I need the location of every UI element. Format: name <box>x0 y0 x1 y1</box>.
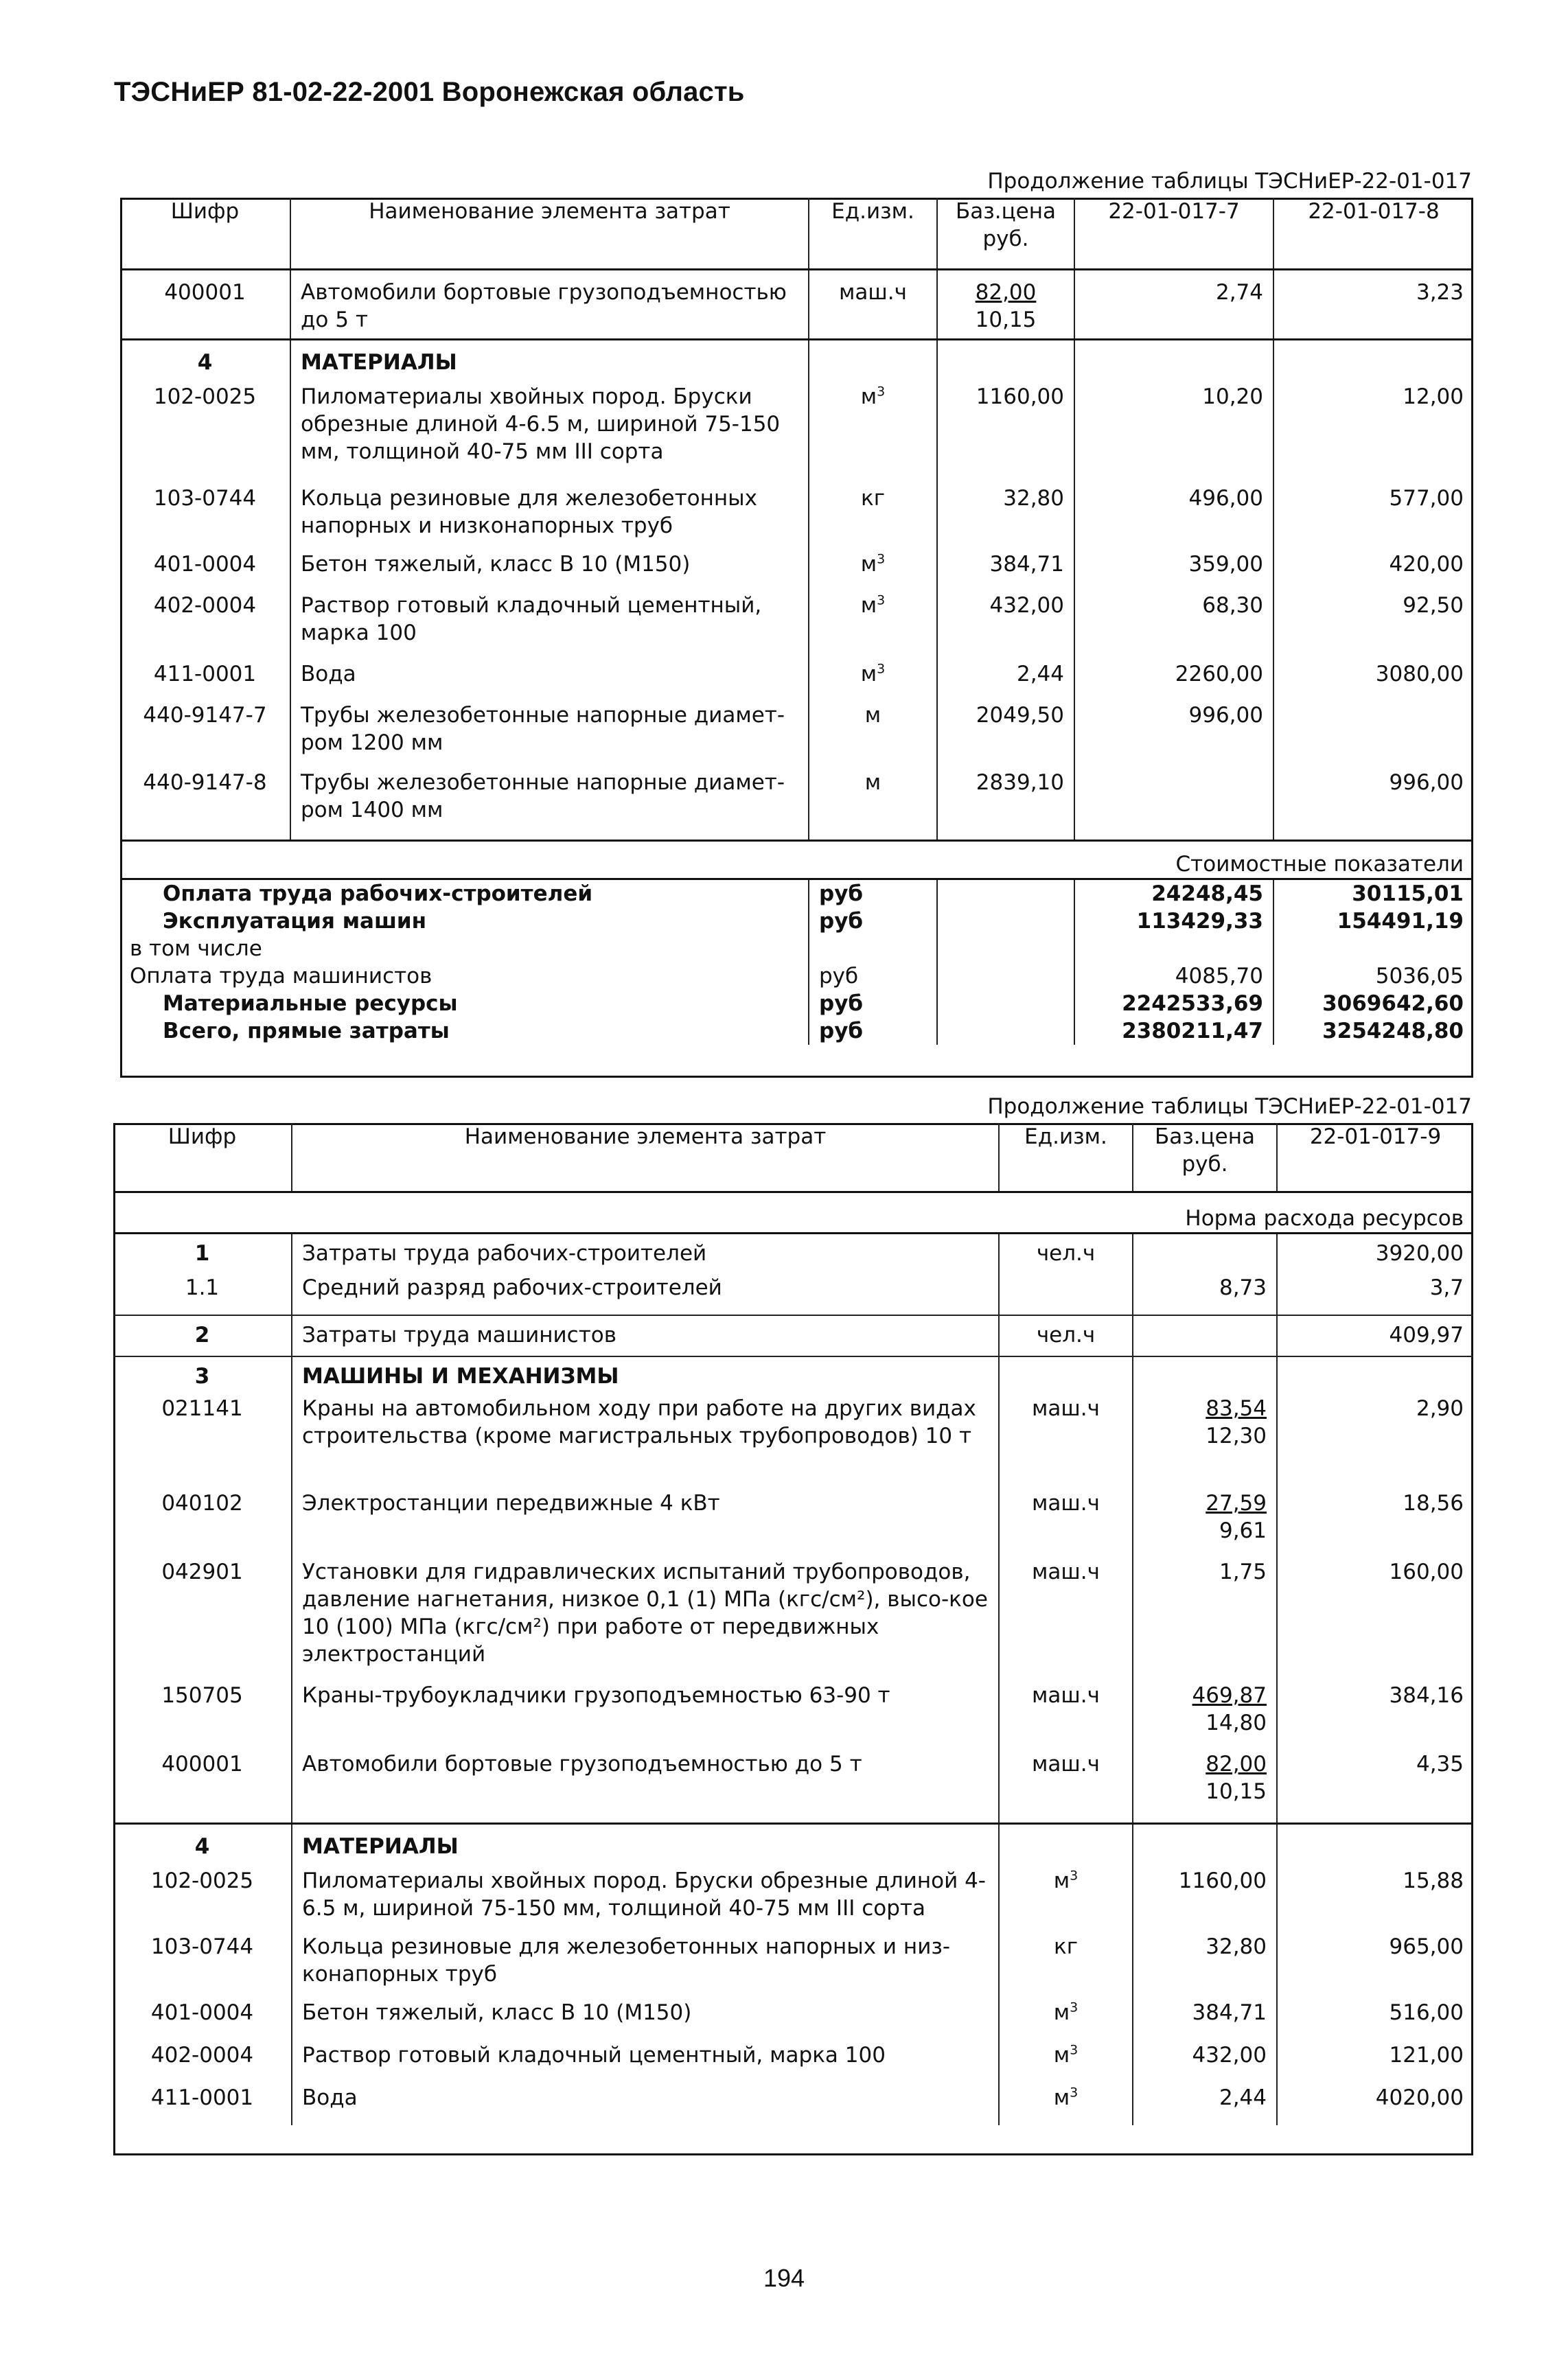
row-price: 1160,00 <box>1133 1867 1277 1933</box>
row-value-017-9: 384,16 <box>1277 1682 1473 1750</box>
row-price: 8,73 <box>1133 1274 1277 1315</box>
row-unit: м <box>809 769 937 840</box>
row-value-017-8: 420,00 <box>1273 551 1473 592</box>
summary-row <box>120 907 1473 935</box>
row-price <box>937 269 1074 339</box>
summary-unit: руб <box>809 1017 937 1045</box>
row-value-017-8: 12,00 <box>1273 383 1473 485</box>
summary-unit: руб <box>809 990 937 1017</box>
row-value-017-7: 2260,00 <box>1074 660 1273 702</box>
row-code: 1 <box>113 1233 292 1274</box>
section-title: МАШИНЫ И МЕХАНИЗМЫ <box>292 1356 999 1395</box>
row-price: 1160,00 <box>937 383 1074 485</box>
table-row <box>113 2041 1473 2084</box>
section-row <box>120 339 1473 383</box>
row-value-017-8: 996,00 <box>1273 769 1473 840</box>
row-code: 400001 <box>161 1752 243 1777</box>
row-code: 2 <box>113 1315 292 1356</box>
row-name: Краны-трубоукладчики грузоподъемностью 63-90 т <box>292 1682 999 1750</box>
section-row <box>113 1823 1473 1867</box>
table-row <box>113 1274 1473 1315</box>
row-value-017-8: 3,23 <box>1273 269 1473 339</box>
table-row <box>113 1490 1473 1558</box>
summary-value-017-8: 154491,19 <box>1273 907 1473 935</box>
table-row <box>120 269 1473 339</box>
section-row <box>113 1356 1473 1395</box>
row-price <box>1133 1682 1277 1750</box>
row-unit: кг <box>999 1933 1133 1999</box>
summary-value-017-7: 2242533,69 <box>1074 990 1273 1017</box>
row-code: 1.1 <box>185 1275 220 1300</box>
section-code: 4 <box>120 339 290 383</box>
row-value-017-8: 577,00 <box>1273 485 1473 551</box>
row-value-017-9: 3,7 <box>1277 1274 1473 1315</box>
price-secondary-value: 10,15 <box>1206 1779 1267 1804</box>
table-row <box>120 769 1473 840</box>
summary-value-017-8: 30115,01 <box>1273 879 1473 907</box>
summary-unit: руб <box>809 907 937 935</box>
price-secondary-value: 9,61 <box>1219 1518 1267 1543</box>
col-header-unit: Ед.изм. <box>999 1123 1133 1192</box>
row-unit: $м^3$ <box>809 660 937 702</box>
row-code: 103-0744 <box>150 1934 254 1959</box>
row-code: 402-0004 <box>150 2043 254 2068</box>
row-code: 040102 <box>161 1491 243 1516</box>
row-value-017-9: 15,88 <box>1277 1867 1473 1933</box>
row-name: Вода <box>292 2084 999 2125</box>
row-name: Затраты труда машинистов <box>292 1315 999 1356</box>
table-row <box>120 702 1473 769</box>
summary-value-017-8: 3069642,60 <box>1273 990 1473 1017</box>
summary-unit: руб <box>809 962 937 990</box>
section-title: МАТЕРИАЛЫ <box>292 1823 999 1867</box>
col-header-017-7: 22-01-017-7 <box>1074 198 1273 269</box>
row-code: 440-9147-7 <box>143 703 267 728</box>
row-price: 1,75 <box>1133 1558 1277 1682</box>
row-unit: маш.ч <box>999 1682 1133 1750</box>
row-value-017-9: 516,00 <box>1277 1999 1473 2041</box>
row-unit: чел.ч <box>999 1315 1133 1356</box>
table-row <box>113 1558 1473 1682</box>
row-name: Трубы железобетонные напорные диамет-ром 1200 мм <box>290 702 809 769</box>
row-unit: $м^3$ <box>999 1867 1133 1933</box>
row-name: Раствор готовый кладочный цементный, марка 100 <box>292 2041 999 2084</box>
summary-label: в том числе <box>130 936 262 961</box>
row-price <box>1133 1750 1277 1823</box>
table-row <box>113 1233 1473 1274</box>
price-value: 82,00 <box>975 279 1037 305</box>
row-unit: $м^3$ <box>809 383 937 485</box>
row-value-017-7 <box>1074 769 1273 840</box>
summary-label: Оплата труда машинистов <box>130 963 433 988</box>
table-row <box>113 1867 1473 1933</box>
row-name: Вода <box>290 660 809 702</box>
row-value-017-9: 18,56 <box>1277 1490 1473 1558</box>
row-price <box>1133 1490 1277 1558</box>
price-value: 82,00 <box>1206 1752 1267 1777</box>
cost-header-label: Стоимостные показатели <box>120 840 1473 879</box>
row-name: Пиломатериалы хвойных пород. Бруски обрезные длиной 4-6.5 м, шириной 75-150 мм, толщиной 40-75 мм III сорта <box>290 383 809 485</box>
section-title: МАТЕРИАЛЫ <box>290 339 809 383</box>
row-name: Установки для гидравлических испытаний трубопроводов, давление нагнетания, низкое 0,1 (1) МПа (кгс/см²), высо-кое 10 (100) МПа (кгс/см²) при работе от передвижных электростанций <box>292 1558 999 1682</box>
table2-continuation-caption: Продолжение таблицы ТЭСНиЕР-22-01-017 <box>987 1094 1472 1119</box>
table2-header-row <box>113 1123 1473 1192</box>
cost-header-row <box>120 840 1473 879</box>
price-value: 27,59 <box>1206 1491 1267 1516</box>
row-code: 103-0744 <box>153 486 257 511</box>
col-header-price: Баз.цена руб. <box>937 198 1074 269</box>
table1-header-row <box>120 198 1473 269</box>
norm-header-label: Норма расхода ресурсов <box>1185 1205 1464 1231</box>
price-value: 83,54 <box>1206 1396 1267 1421</box>
summary-value-017-8: 5036,05 <box>1273 962 1473 990</box>
summary-label: Эксплуатация машин <box>163 908 427 934</box>
row-value-017-7: 10,20 <box>1074 383 1273 485</box>
section-code: 3 <box>113 1356 292 1395</box>
row-price: 2,44 <box>937 660 1074 702</box>
row-name: Раствор готовый кладочный цементный, марка 100 <box>290 592 809 660</box>
row-name: Автомобили бортовые грузоподъемностью до 5 т <box>292 1750 999 1823</box>
row-unit: маш.ч <box>999 1750 1133 1823</box>
summary-row <box>120 990 1473 1017</box>
row-value-017-9: 2,90 <box>1277 1395 1473 1490</box>
row-price: 2049,50 <box>937 702 1074 769</box>
price-secondary-value: 12,30 <box>1206 1424 1267 1448</box>
summary-value-017-7: 24248,45 <box>1074 879 1273 907</box>
row-unit: маш.ч <box>999 1558 1133 1682</box>
col-header-code: Шифр <box>113 1123 292 1192</box>
summary-row <box>120 1017 1473 1045</box>
row-name: Краны на автомобильном ходу при работе на других видах строительства (кроме магистральных трубопроводов) 10 т <box>292 1395 999 1490</box>
row-price: 384,71 <box>937 551 1074 592</box>
row-value-017-7: 996,00 <box>1074 702 1273 769</box>
summary-row <box>120 935 1473 962</box>
row-code: 440-9147-8 <box>143 770 267 795</box>
row-name: Кольца резиновые для железобетонных напорных и низ-конапорных труб <box>292 1933 999 1999</box>
row-code: 402-0004 <box>153 593 257 618</box>
row-price <box>1133 1315 1277 1356</box>
row-code: 150705 <box>161 1683 243 1708</box>
row-unit: $м^3$ <box>999 1999 1133 2041</box>
row-value-017-9: 965,00 <box>1277 1933 1473 1999</box>
row-unit: м <box>809 702 937 769</box>
page-number: 194 <box>763 2264 805 2292</box>
row-value-017-8 <box>1273 702 1473 769</box>
table-row <box>113 1999 1473 2041</box>
table-row <box>113 1682 1473 1750</box>
summary-label: Всего, прямые затраты <box>163 1018 450 1043</box>
summary-value-017-8: 3254248,80 <box>1273 1017 1473 1045</box>
table-row <box>120 485 1473 551</box>
row-value-017-8: 3080,00 <box>1273 660 1473 702</box>
row-name: Затраты труда рабочих-строителей <box>292 1233 999 1274</box>
row-value-017-9: 160,00 <box>1277 1558 1473 1682</box>
table2 <box>113 1123 1473 2125</box>
row-price: 2839,10 <box>937 769 1074 840</box>
col-header-price: Баз.цена руб. <box>1133 1123 1277 1192</box>
table1 <box>120 198 1473 1045</box>
row-value-017-7: 359,00 <box>1074 551 1273 592</box>
row-price: 32,80 <box>1133 1933 1277 1999</box>
summary-value-017-7: 2380211,47 <box>1074 1017 1273 1045</box>
col-header-unit: Ед.изм. <box>809 198 937 269</box>
table-row <box>120 383 1473 485</box>
row-code: 400001 <box>164 279 246 305</box>
col-header-name: Наименование элемента затрат <box>290 198 809 269</box>
row-value-017-9: 4,35 <box>1277 1750 1473 1823</box>
row-value-017-9: 4020,00 <box>1277 2084 1473 2125</box>
table-row <box>120 660 1473 702</box>
row-code: 021141 <box>161 1396 243 1421</box>
row-value-017-7: 2,74 <box>1074 269 1273 339</box>
row-name: Бетон тяжелый, класс В 10 (М150) <box>292 1999 999 2041</box>
row-unit: $м^3$ <box>999 2084 1133 2125</box>
row-unit: $м^3$ <box>809 592 937 660</box>
row-code: 102-0025 <box>150 1869 254 1893</box>
row-code: 042901 <box>161 1560 243 1584</box>
summary-row <box>120 879 1473 907</box>
row-name: Пиломатериалы хвойных пород. Бруски обрезные длиной 4-6.5 м, шириной 75-150 мм, толщиной 40-75 мм III сорта <box>292 1867 999 1933</box>
summary-value-017-7: 113429,33 <box>1074 907 1273 935</box>
row-name: Электростанции передвижные 4 кВт <box>292 1490 999 1558</box>
row-price: 432,00 <box>937 592 1074 660</box>
table-row <box>113 1933 1473 1999</box>
row-price: 384,71 <box>1133 1999 1277 2041</box>
row-unit <box>999 1274 1133 1315</box>
row-name: Трубы железобетонные напорные диамет-ром 1400 мм <box>290 769 809 840</box>
row-price <box>1133 1395 1277 1490</box>
summary-row <box>120 962 1473 990</box>
price-secondary-value: 14,80 <box>1206 1711 1267 1735</box>
table-row <box>113 1395 1473 1490</box>
col-header-code: Шифр <box>120 198 290 269</box>
row-code: 411-0001 <box>150 2085 254 2110</box>
row-value-017-9: 121,00 <box>1277 2041 1473 2084</box>
row-name: Средний разряд рабочих-строителей <box>292 1274 999 1315</box>
summary-unit: руб <box>809 879 937 907</box>
price-secondary-value: 10,15 <box>975 307 1037 332</box>
row-unit: маш.ч <box>999 1490 1133 1558</box>
table-row <box>113 1315 1473 1356</box>
price-value: 469,87 <box>1192 1683 1267 1708</box>
row-name: Автомобили бортовые грузоподъемностью до 5 т <box>290 269 809 339</box>
table-row <box>113 1750 1473 1823</box>
row-value-017-7: 68,30 <box>1074 592 1273 660</box>
table1-continuation-caption: Продолжение таблицы ТЭСНиЕР-22-01-017 <box>987 169 1472 194</box>
col-header-017-9: 22-01-017-9 <box>1277 1123 1473 1192</box>
row-code: 102-0025 <box>153 384 257 409</box>
row-code: 411-0001 <box>153 662 257 686</box>
row-unit: кг <box>809 485 937 551</box>
row-unit: $м^3$ <box>809 551 937 592</box>
section-code: 4 <box>113 1823 292 1867</box>
row-price: 432,00 <box>1133 2041 1277 2084</box>
row-price: 32,80 <box>937 485 1074 551</box>
row-unit: маш.ч <box>999 1395 1133 1490</box>
row-name: Кольца резиновые для железобетонных напорных и низконапорных труб <box>290 485 809 551</box>
table-row <box>120 592 1473 660</box>
summary-label: Материальные ресурсы <box>163 991 458 1016</box>
col-header-name: Наименование элемента затрат <box>292 1123 999 1192</box>
row-unit: чел.ч <box>999 1233 1133 1274</box>
row-unit: $м^3$ <box>999 2041 1133 2084</box>
table-row <box>113 2084 1473 2125</box>
summary-value-017-7: 4085,70 <box>1074 962 1273 990</box>
row-unit: маш.ч <box>809 269 937 339</box>
row-value-017-9: 3920,00 <box>1277 1233 1473 1274</box>
row-value-017-7: 496,00 <box>1074 485 1273 551</box>
row-price: 2,44 <box>1133 2084 1277 2125</box>
row-code: 401-0004 <box>153 552 257 577</box>
row-value-017-8: 92,50 <box>1273 592 1473 660</box>
summary-label: Оплата труда рабочих-строителей <box>120 879 809 907</box>
row-value-017-9: 409,97 <box>1277 1315 1473 1356</box>
page-title: ТЭСНиЕР 81-02-22-2001 Воронежская область <box>114 77 745 107</box>
row-code: 401-0004 <box>150 2000 254 2025</box>
row-price <box>1133 1233 1277 1274</box>
row-name: Бетон тяжелый, класс В 10 (М150) <box>290 551 809 592</box>
table-row <box>120 551 1473 592</box>
norm-header-row <box>113 1192 1473 1233</box>
col-header-017-8: 22-01-017-8 <box>1273 198 1473 269</box>
